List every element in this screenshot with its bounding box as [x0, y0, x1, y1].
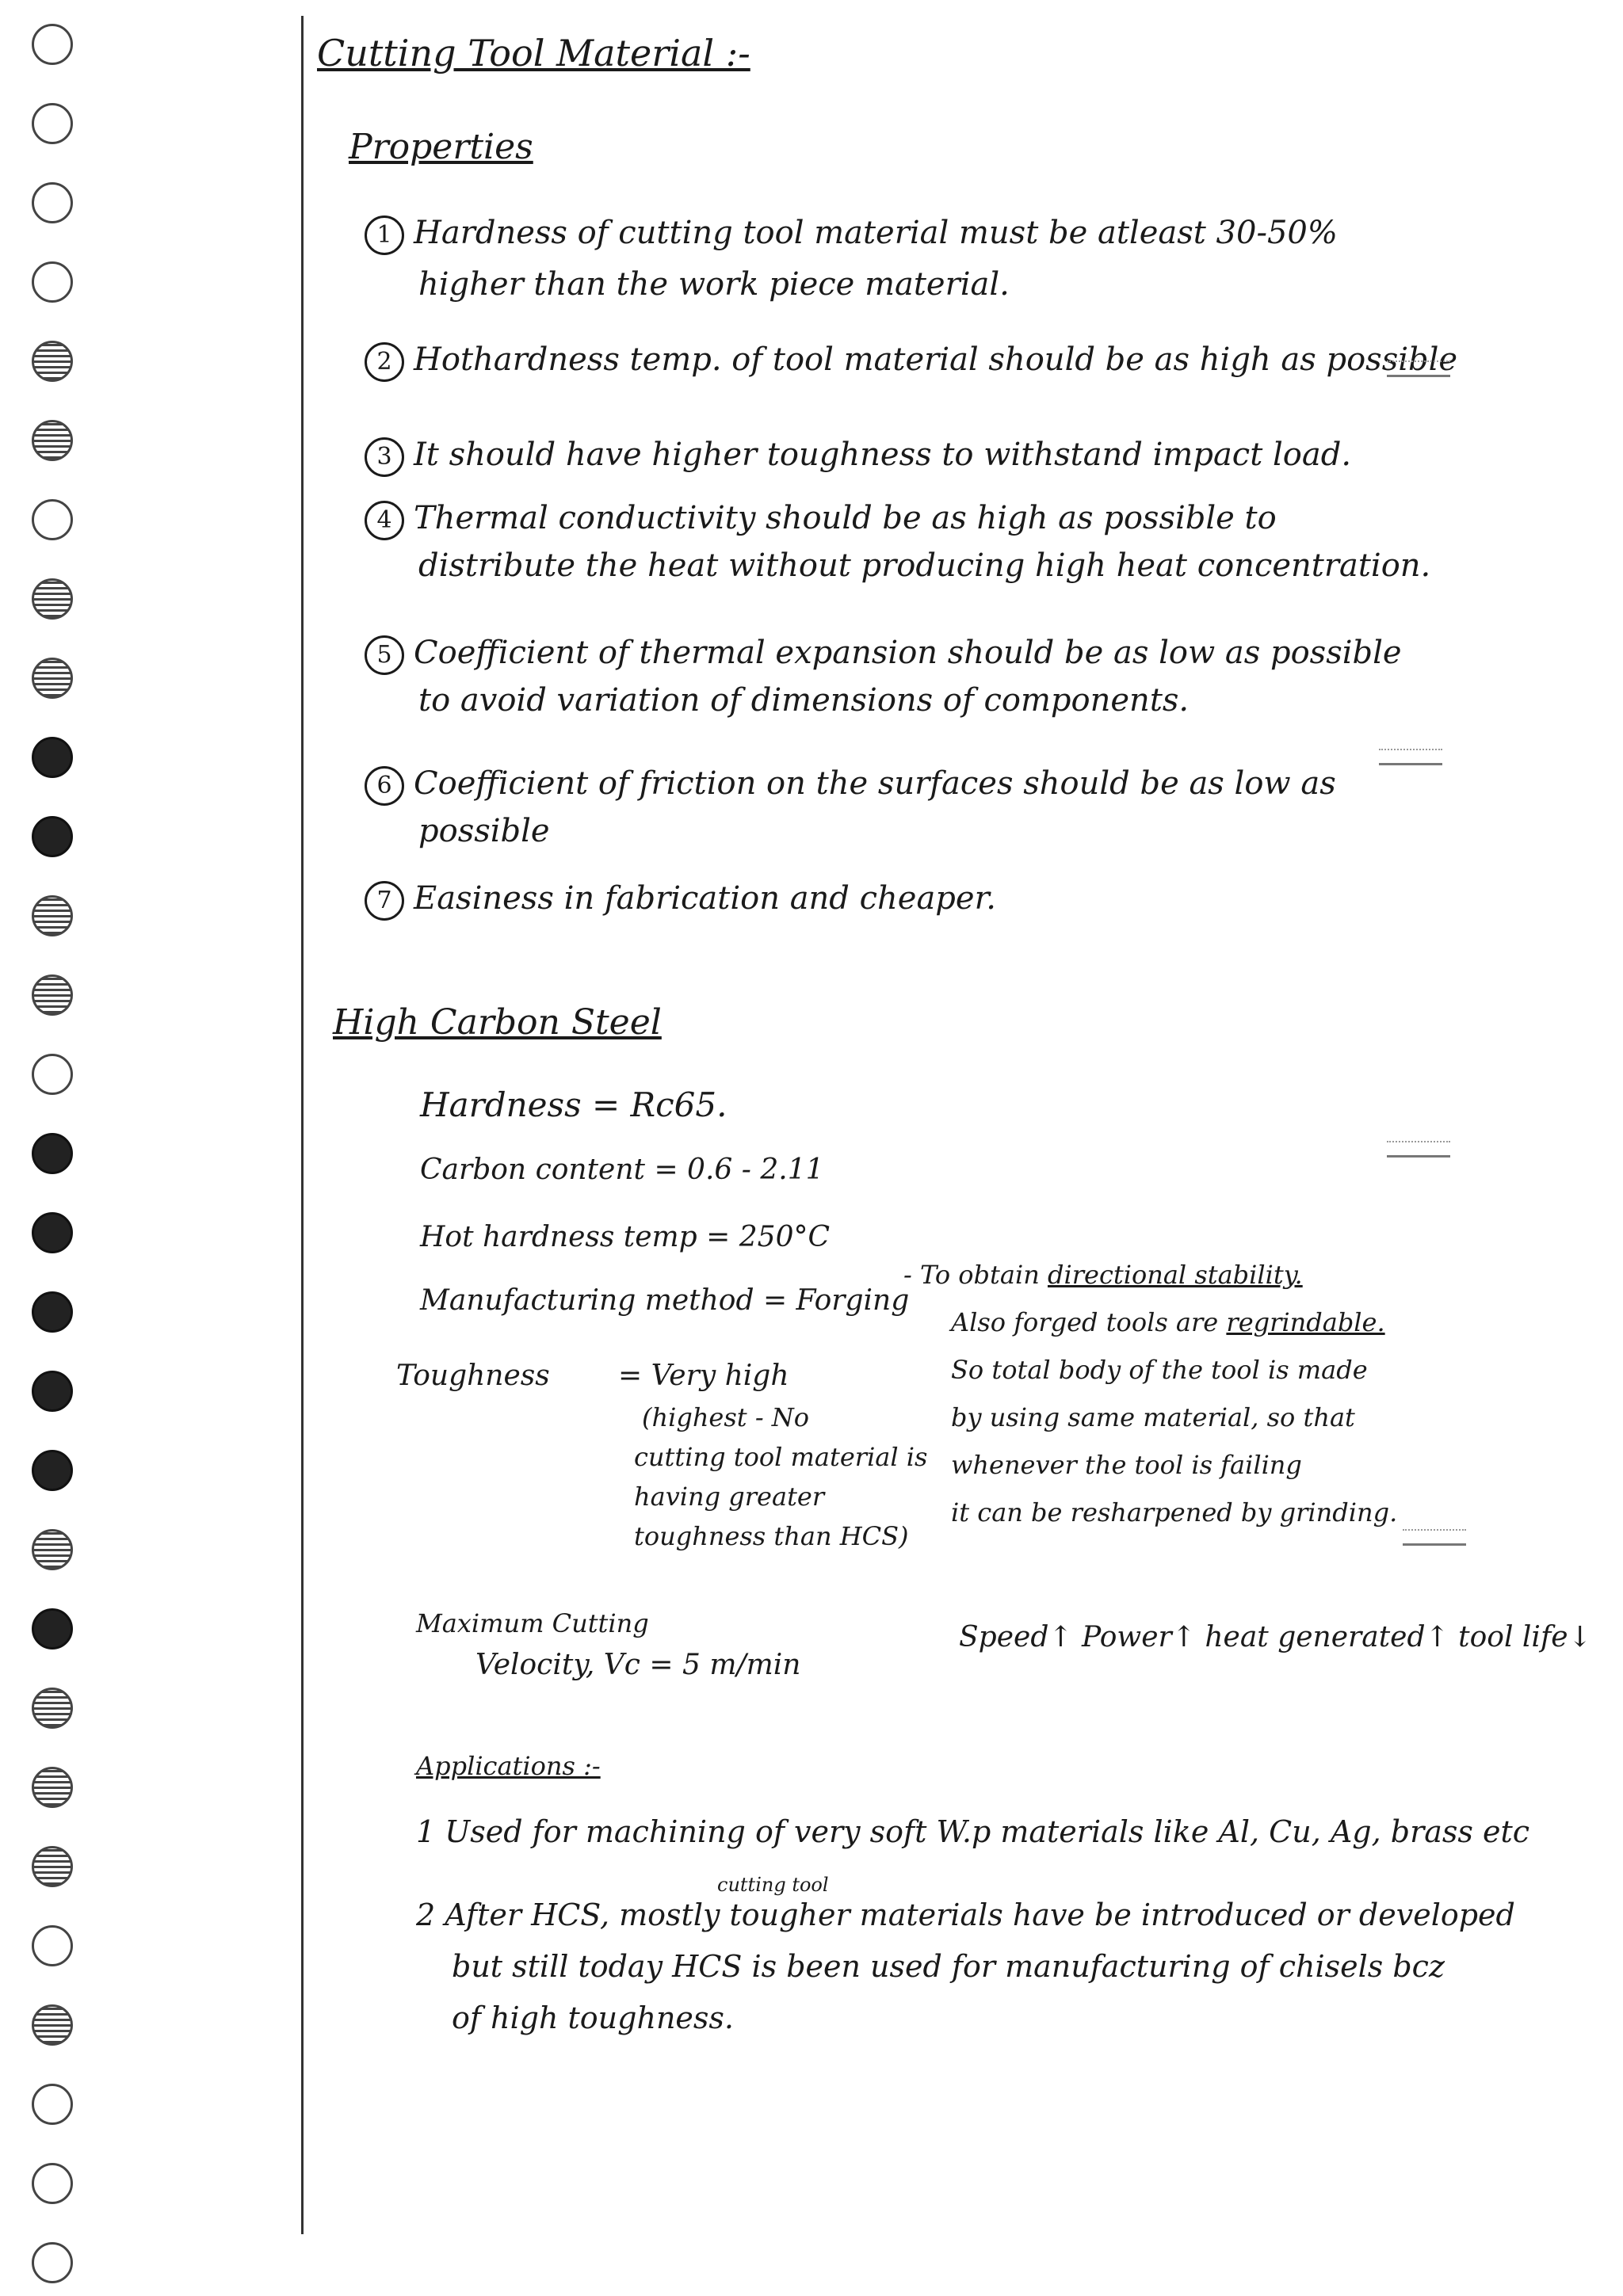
binding-ring-icon: [32, 658, 73, 699]
circled-number: 1: [365, 215, 404, 255]
toughness-note-line-3: having greater: [634, 1482, 825, 1512]
circled-number: 4: [365, 501, 404, 540]
property-item-6: [365, 765, 1336, 806]
property-text: It should have higher toughness to withstand impact load.: [414, 437, 1352, 473]
circled-number: 5: [365, 635, 404, 675]
hcs-toughness-value: = Very high: [618, 1360, 789, 1392]
property-item-5-cont: to avoid variation of dimensions of components.: [418, 682, 1190, 719]
binding-ring-icon: [32, 2163, 73, 2204]
property-item-7: [365, 879, 996, 921]
property-item-1: [365, 214, 1338, 255]
property-item-4-cont: distribute the heat without producing high heat concentration.: [418, 547, 1431, 584]
binding-ring-icon: [32, 1291, 73, 1333]
property-text: Coefficient of thermal expansion should be as low as possible: [414, 635, 1402, 671]
toughness-note-line-1: (highest - No: [642, 1402, 810, 1432]
binding-ring-icon: [32, 1529, 73, 1570]
application-item-1: 1 Used for machining of very soft W.p materials like Al, Cu, Ag, brass etc: [416, 1814, 1530, 1849]
forging-note-line-2: [951, 1307, 1385, 1337]
toughness-note-line-4: toughness than HCS): [634, 1521, 909, 1551]
property-item-1-cont: higher than the work piece material.: [418, 266, 1010, 303]
binding-ring-icon: [32, 737, 73, 778]
toughness-note-line-2: cutting tool material is: [634, 1442, 928, 1472]
binding-ring-icon: [32, 2004, 73, 2046]
circled-number: 6: [365, 766, 404, 806]
property-item-3: [365, 436, 1351, 477]
property-item-5: [365, 634, 1402, 675]
circled-number: 2: [365, 342, 404, 382]
binding-ring-icon: [32, 2084, 73, 2125]
binding-ring-icon: [32, 1450, 73, 1491]
margin-scribble: [1387, 1141, 1450, 1158]
hcs-heading: High Carbon Steel: [333, 1002, 662, 1043]
property-text: Hothardness temp. of tool material should be as high as possible: [414, 341, 1458, 378]
binding-ring-icon: [32, 816, 73, 857]
spiral-binding: [32, 0, 143, 2296]
hcs-manufacturing: Manufacturing method = Forging: [420, 1284, 910, 1317]
binding-ring-icon: [32, 1054, 73, 1095]
circled-number: 7: [365, 881, 404, 921]
binding-ring-icon: [32, 103, 73, 144]
applications-heading: Applications :-: [416, 1751, 601, 1781]
property-item-6-cont: possible: [418, 813, 550, 849]
property-text: Thermal conductivity should be as high as possible to: [414, 500, 1277, 536]
application-item-2: 2 After HCS, mostly tougher materials have be introduced or developed: [416, 1897, 1515, 1932]
property-item-4: [365, 499, 1277, 540]
property-text: Coefficient of friction on the surfaces should be as low as: [414, 765, 1336, 802]
binding-ring-icon: [32, 895, 73, 936]
binding-ring-icon: [32, 1371, 73, 1412]
binding-ring-icon: [32, 1608, 73, 1650]
binding-ring-icon: [32, 578, 73, 620]
hcs-carbon-content: Carbon content = 0.6 - 2.11: [420, 1154, 824, 1186]
property-text: Easiness in fabrication and cheaper.: [414, 880, 997, 917]
margin-line: [301, 16, 304, 2234]
forging-note-text: - To obtain: [903, 1260, 1048, 1290]
binding-ring-icon: [32, 974, 73, 1016]
speed-tool-life-note: Speed↑ Power↑ heat generated↑ tool life↓: [959, 1621, 1592, 1653]
binding-ring-icon: [32, 1133, 73, 1174]
binding-ring-icon: [32, 1925, 73, 1966]
binding-ring-icon: [32, 1846, 73, 1887]
forging-note-line-3: So total body of the tool is made: [951, 1355, 1368, 1385]
binding-ring-icon: [32, 499, 73, 540]
forging-note-text: Also forged tools are: [951, 1307, 1227, 1337]
hcs-hot-hardness: Hot hardness temp = 250°C: [420, 1221, 831, 1253]
max-velocity-label: Maximum Cutting: [416, 1608, 649, 1638]
application-item-2-cont-2: of high toughness.: [452, 2000, 734, 2035]
binding-ring-icon: [32, 2242, 73, 2283]
margin-scribble: [1403, 1529, 1466, 1546]
binding-ring-icon: [32, 1212, 73, 1253]
forging-note-line-5: whenever the tool is failing: [951, 1450, 1302, 1480]
margin-scribble: [1379, 749, 1442, 765]
max-velocity-value: Velocity, Vc = 5 m/min: [475, 1649, 801, 1681]
binding-ring-icon: [32, 341, 73, 382]
binding-ring-icon: [32, 1767, 73, 1808]
binding-ring-icon: [32, 420, 73, 461]
forging-note-emphasis: regrindable.: [1226, 1307, 1385, 1337]
forging-note-line-6: it can be resharpened by grinding.: [951, 1497, 1398, 1527]
application-item-2-cont: but still today HCS is been used for manufacturing of chisels bcz: [452, 1949, 1445, 1984]
circled-number: 3: [365, 437, 404, 477]
forging-note-line-4: by using same material, so that: [951, 1402, 1355, 1432]
binding-ring-icon: [32, 1688, 73, 1729]
forging-note-line-1: [903, 1260, 1303, 1290]
binding-ring-icon: [32, 182, 73, 223]
application-item-2-superscript: cutting tool: [717, 1874, 829, 1896]
property-text: Hardness of cutting tool material must be atleast 30-50%: [414, 215, 1338, 251]
property-item-2: [365, 341, 1457, 382]
hcs-hardness: Hardness = Rc65.: [420, 1085, 727, 1124]
binding-ring-icon: [32, 261, 73, 303]
page-title: Cutting Tool Material :-: [317, 32, 750, 74]
binding-ring-icon: [32, 24, 73, 65]
hcs-toughness-label: Toughness: [396, 1360, 550, 1392]
properties-heading: Properties: [349, 127, 533, 167]
margin-scribble: [1387, 360, 1450, 377]
forging-note-emphasis: directional stability.: [1047, 1260, 1303, 1290]
